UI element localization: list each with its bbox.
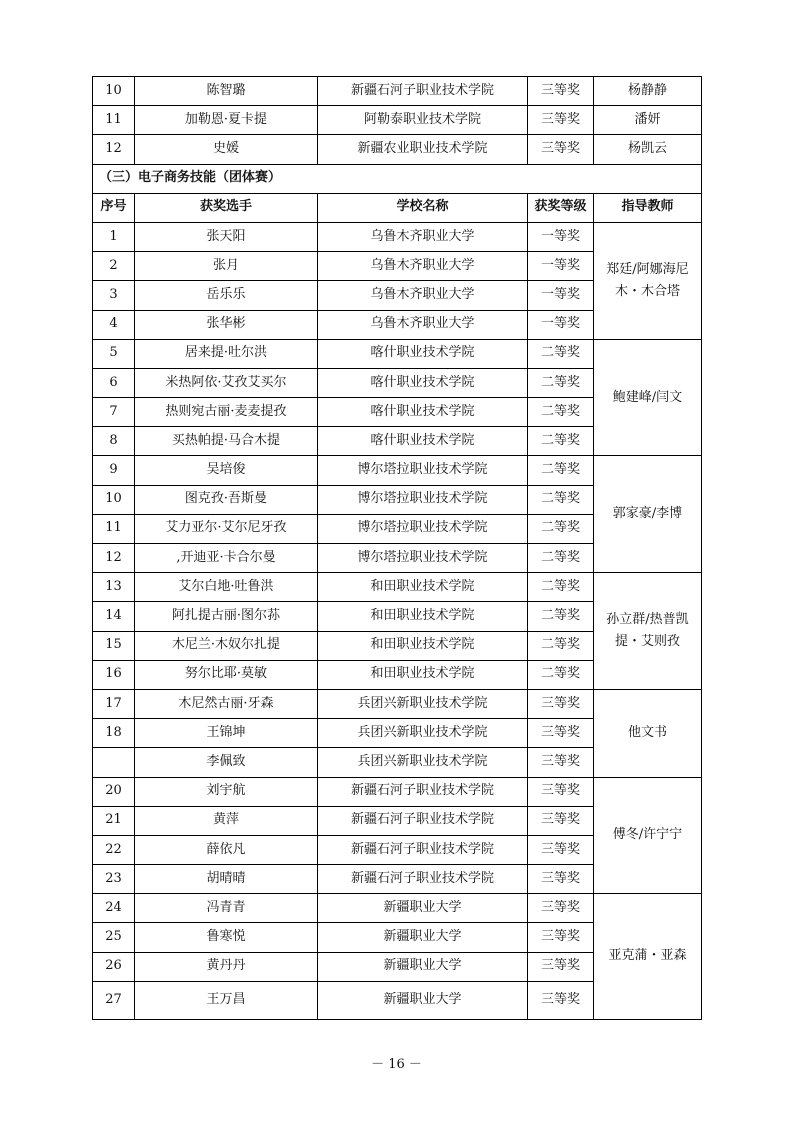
cell-no: 8 xyxy=(93,427,135,456)
cell-award: 二等奖 xyxy=(528,544,594,573)
cell-teacher: 潘妍 xyxy=(594,106,702,135)
cell-no: 27 xyxy=(93,981,135,1019)
cell-award: 二等奖 xyxy=(528,456,594,485)
cell-teacher: 郭家豪/李博 xyxy=(594,456,702,573)
cell-name: 张华彬 xyxy=(135,310,318,339)
header-award: 获奖等级 xyxy=(528,193,594,222)
cell-school: 和田职业技术学院 xyxy=(318,573,528,602)
cell-school: 博尔塔拉职业技术学院 xyxy=(318,514,528,543)
cell-no: 21 xyxy=(93,806,135,835)
cell-no: 9 xyxy=(93,456,135,485)
cell-name: 冯青青 xyxy=(135,894,318,923)
cell-school: 乌鲁木齐职业大学 xyxy=(318,222,528,251)
cell-award: 一等奖 xyxy=(528,281,594,310)
cell-no: 11 xyxy=(93,106,135,135)
cell-no: 4 xyxy=(93,310,135,339)
cell-school: 和田职业技术学院 xyxy=(318,631,528,660)
cell-no: 10 xyxy=(93,485,135,514)
cell-name: 李佩致 xyxy=(135,748,318,777)
cell-teacher: 杨凯云 xyxy=(594,135,702,164)
cell-school: 兵团兴新职业技术学院 xyxy=(318,719,528,748)
cell-school: 和田职业技术学院 xyxy=(318,602,528,631)
section-title: （三）电子商务技能（团体赛） xyxy=(93,164,702,193)
cell-school: 兵团兴新职业技术学院 xyxy=(318,748,528,777)
cell-school: 新疆职业大学 xyxy=(318,952,528,981)
cell-name: 居来提·吐尔洪 xyxy=(135,339,318,368)
award-table-body xyxy=(93,77,702,1020)
cell-no: 25 xyxy=(93,923,135,952)
cell-name: 热则宛古丽·麦麦提孜 xyxy=(135,398,318,427)
cell-name: 艾力亚尔·艾尔尼牙孜 xyxy=(135,514,318,543)
cell-name: 加勒恩·夏卡提 xyxy=(135,106,318,135)
cell-award: 一等奖 xyxy=(528,310,594,339)
header-teacher: 指导教师 xyxy=(594,193,702,222)
cell-name: 王万昌 xyxy=(135,981,318,1019)
cell-name: 王锦坤 xyxy=(135,719,318,748)
cell-award: 三等奖 xyxy=(528,106,594,135)
cell-no: 10 xyxy=(93,77,135,106)
cell-name: 黄丹丹 xyxy=(135,952,318,981)
cell-award: 二等奖 xyxy=(528,514,594,543)
cell-no: 13 xyxy=(93,573,135,602)
cell-no: 3 xyxy=(93,281,135,310)
cell-school: 喀什职业技术学院 xyxy=(318,398,528,427)
cell-name: ,开迪亚·卡合尔曼 xyxy=(135,544,318,573)
table-row xyxy=(93,77,702,106)
cell-award: 二等奖 xyxy=(528,339,594,368)
cell-award: 三等奖 xyxy=(528,894,594,923)
cell-name: 吴培俊 xyxy=(135,456,318,485)
cell-award: 三等奖 xyxy=(528,719,594,748)
cell-award: 一等奖 xyxy=(528,252,594,281)
table-row xyxy=(93,689,702,718)
cell-award: 三等奖 xyxy=(528,981,594,1019)
cell-award: 二等奖 xyxy=(528,485,594,514)
cell-school: 博尔塔拉职业技术学院 xyxy=(318,485,528,514)
cell-no: 15 xyxy=(93,631,135,660)
cell-award: 三等奖 xyxy=(528,806,594,835)
page-number: － 16 － xyxy=(371,1057,422,1072)
cell-name: 木尼兰·木奴尔扎提 xyxy=(135,631,318,660)
cell-no: 6 xyxy=(93,368,135,397)
cell-teacher: 郑廷/阿娜海尼木・木合塔 xyxy=(594,222,702,339)
cell-name: 陈智璐 xyxy=(135,77,318,106)
cell-teacher: 孙立群/热普凯提・艾则孜 xyxy=(594,573,702,690)
cell-award: 二等奖 xyxy=(528,427,594,456)
table-row xyxy=(93,339,702,368)
cell-award: 三等奖 xyxy=(528,748,594,777)
cell-school: 乌鲁木齐职业大学 xyxy=(318,281,528,310)
cell-school: 喀什职业技术学院 xyxy=(318,339,528,368)
cell-no: 1 xyxy=(93,222,135,251)
cell-no: 17 xyxy=(93,689,135,718)
cell-name: 张月 xyxy=(135,252,318,281)
cell-school: 兵团兴新职业技术学院 xyxy=(318,689,528,718)
cell-no xyxy=(93,748,135,777)
header-row xyxy=(93,193,702,222)
table-row xyxy=(93,777,702,806)
cell-award: 二等奖 xyxy=(528,398,594,427)
cell-name: 鲁寒悦 xyxy=(135,923,318,952)
cell-school: 喀什职业技术学院 xyxy=(318,368,528,397)
cell-no: 18 xyxy=(93,719,135,748)
cell-name: 阿扎提古丽·图尔荪 xyxy=(135,602,318,631)
cell-award: 三等奖 xyxy=(528,77,594,106)
header-no: 序号 xyxy=(93,193,135,222)
cell-award: 三等奖 xyxy=(528,865,594,894)
cell-award: 三等奖 xyxy=(528,777,594,806)
cell-no: 14 xyxy=(93,602,135,631)
cell-school: 新疆职业大学 xyxy=(318,923,528,952)
cell-no: 23 xyxy=(93,865,135,894)
cell-no: 11 xyxy=(93,514,135,543)
table-row xyxy=(93,573,702,602)
cell-award: 三等奖 xyxy=(528,835,594,864)
cell-award: 三等奖 xyxy=(528,923,594,952)
cell-teacher: 他文书 xyxy=(594,689,702,777)
cell-name: 木尼然古丽·牙森 xyxy=(135,689,318,718)
cell-name: 张天阳 xyxy=(135,222,318,251)
cell-name: 史媛 xyxy=(135,135,318,164)
cell-name: 努尔比耶·莫敏 xyxy=(135,660,318,689)
cell-school: 博尔塔拉职业技术学院 xyxy=(318,544,528,573)
header-name: 获奖选手 xyxy=(135,193,318,222)
cell-school: 乌鲁木齐职业大学 xyxy=(318,310,528,339)
table-row xyxy=(93,894,702,923)
cell-no: 12 xyxy=(93,544,135,573)
table-row xyxy=(93,456,702,485)
cell-school: 新疆农业职业技术学院 xyxy=(318,135,528,164)
cell-teacher: 亚克蒲・亚森 xyxy=(594,894,702,1020)
cell-teacher: 杨静静 xyxy=(594,77,702,106)
cell-award: 二等奖 xyxy=(528,368,594,397)
cell-name: 艾尔白地·吐鲁洪 xyxy=(135,573,318,602)
cell-no: 12 xyxy=(93,135,135,164)
section-row xyxy=(93,164,702,193)
cell-award: 三等奖 xyxy=(528,135,594,164)
table-row xyxy=(93,222,702,251)
cell-school: 新疆石河子职业技术学院 xyxy=(318,806,528,835)
cell-award: 一等奖 xyxy=(528,222,594,251)
cell-name: 薛依凡 xyxy=(135,835,318,864)
cell-school: 新疆石河子职业技术学院 xyxy=(318,865,528,894)
cell-school: 新疆石河子职业技术学院 xyxy=(318,835,528,864)
cell-no: 20 xyxy=(93,777,135,806)
cell-school: 新疆石河子职业技术学院 xyxy=(318,77,528,106)
cell-award: 三等奖 xyxy=(528,952,594,981)
cell-name: 胡晴晴 xyxy=(135,865,318,894)
cell-no: 26 xyxy=(93,952,135,981)
cell-school: 阿勒泰职业技术学院 xyxy=(318,106,528,135)
cell-name: 买热帕提·马合木提 xyxy=(135,427,318,456)
cell-school: 和田职业技术学院 xyxy=(318,660,528,689)
cell-school: 新疆石河子职业技术学院 xyxy=(318,777,528,806)
cell-no: 24 xyxy=(93,894,135,923)
cell-award: 二等奖 xyxy=(528,602,594,631)
cell-no: 16 xyxy=(93,660,135,689)
table-row xyxy=(93,106,702,135)
cell-school: 新疆职业大学 xyxy=(318,894,528,923)
cell-no: 5 xyxy=(93,339,135,368)
table-row xyxy=(93,135,702,164)
cell-name: 图克孜·吾斯曼 xyxy=(135,485,318,514)
cell-award: 三等奖 xyxy=(528,689,594,718)
cell-school: 乌鲁木齐职业大学 xyxy=(318,252,528,281)
header-school: 学校名称 xyxy=(318,193,528,222)
award-table xyxy=(92,76,702,1020)
cell-name: 刘宇航 xyxy=(135,777,318,806)
cell-no: 22 xyxy=(93,835,135,864)
cell-name: 黄萍 xyxy=(135,806,318,835)
cell-award: 二等奖 xyxy=(528,660,594,689)
cell-school: 新疆职业大学 xyxy=(318,981,528,1019)
cell-no: 2 xyxy=(93,252,135,281)
cell-school: 喀什职业技术学院 xyxy=(318,427,528,456)
cell-award: 二等奖 xyxy=(528,573,594,602)
cell-teacher: 傅冬/许宁宁 xyxy=(594,777,702,894)
cell-no: 7 xyxy=(93,398,135,427)
cell-teacher: 鲍建峰/闫文 xyxy=(594,339,702,456)
cell-award: 二等奖 xyxy=(528,631,594,660)
cell-name: 米热阿依·艾孜艾买尔 xyxy=(135,368,318,397)
cell-school: 博尔塔拉职业技术学院 xyxy=(318,456,528,485)
cell-name: 岳乐乐 xyxy=(135,281,318,310)
